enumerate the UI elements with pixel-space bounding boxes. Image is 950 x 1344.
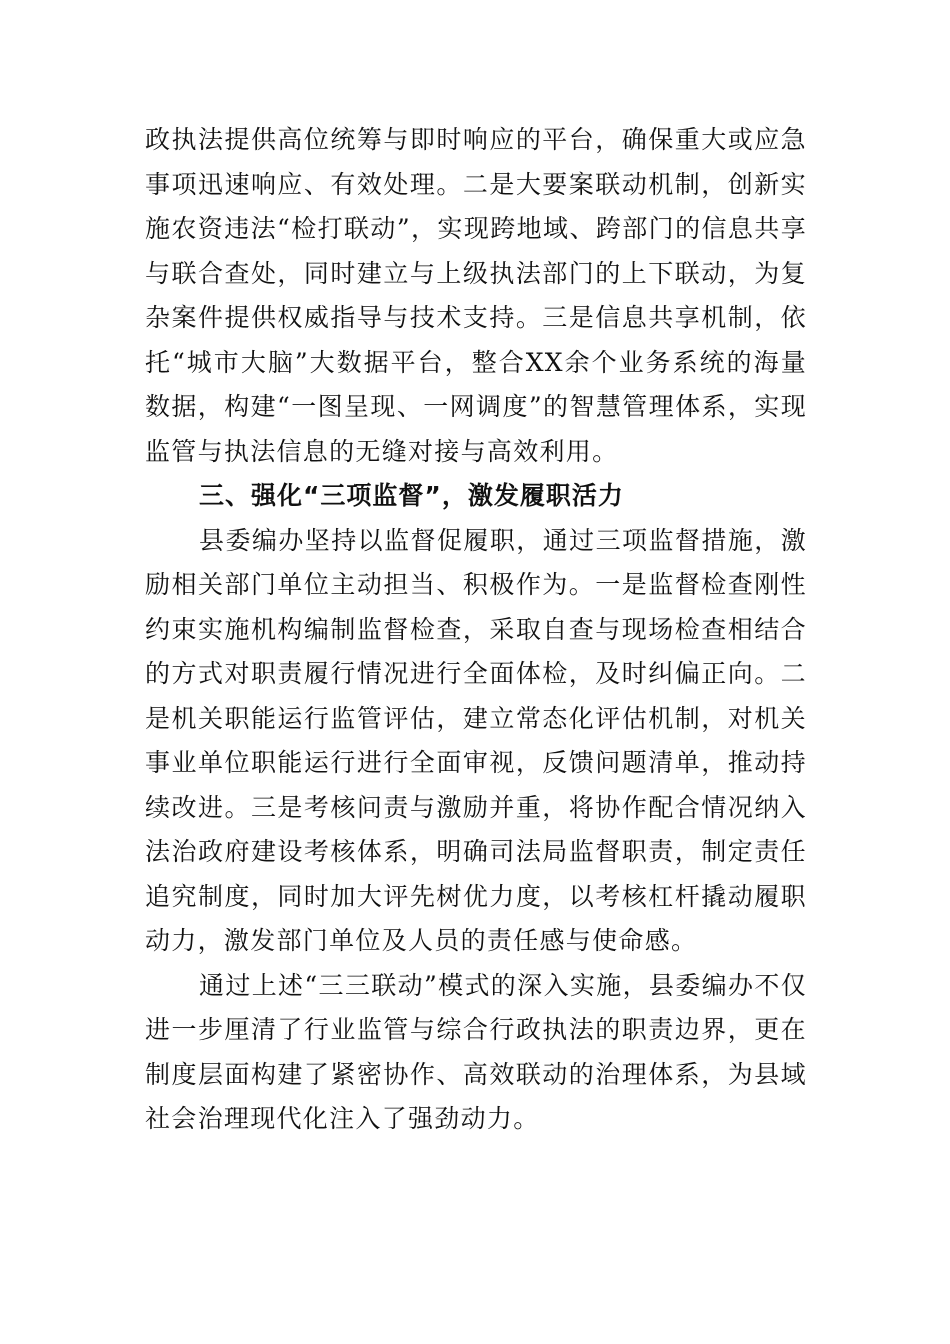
paragraph-conclusion: 通过上述“三三联动”模式的深入实施，县委编办不仅进一步厘清了行业监管与综合行政执法的职责边界，更在制度层面构建了紧密协作、高效联动的治理体系，为县域社会治理现代化注入了强劲动力。 [145, 970, 807, 1133]
paragraph-supervision: 县委编办坚持以监督促履职，通过三项监督措施，激励相关部门单位主动担当、积极作为。一是监督检查刚性约束实施机构编制监督检查，采取自查与现场检查相结合的方式对职责履行情况进行全面体检，及时纠偏正向。二是机关职能运行监管评估，建立常态化评估机制，对机关事业单位职能运行进行全面审视，反馈问题清单，推动持续改进。三是考核问责与激励并重，将协作配合情况纳入法治政府建设考核体系，明确司法局监督职责，制定责任追究制度，同时加大评先树优力度，以考核杠杆撬动履职动力，激发部门单位及人员的责任感与使命感。 [145, 525, 807, 955]
section-heading-three: 三、强化“三项监督”，激发履职活力 [199, 481, 624, 510]
paragraph-continued: 政执法提供高位统筹与即时响应的平台，确保重大或应急事项迅速响应、有效处理。二是大要案联动机制，创新实施农资违法“检打联动”，实现跨地域、跨部门的信息共享与联合查处，同时建立与上级执法部门的上下联动，为复杂案件提供权威指导与技术支持。三是信息共享机制，依托“城市大脑”大数据平台，整合XX余个业务系统的海量数据，构建“一图呈现、一网调度”的智慧管理体系，实现监管与执法信息的无缝对接与高效利用。 [145, 125, 807, 466]
document-body [145, 118, 807, 1142]
